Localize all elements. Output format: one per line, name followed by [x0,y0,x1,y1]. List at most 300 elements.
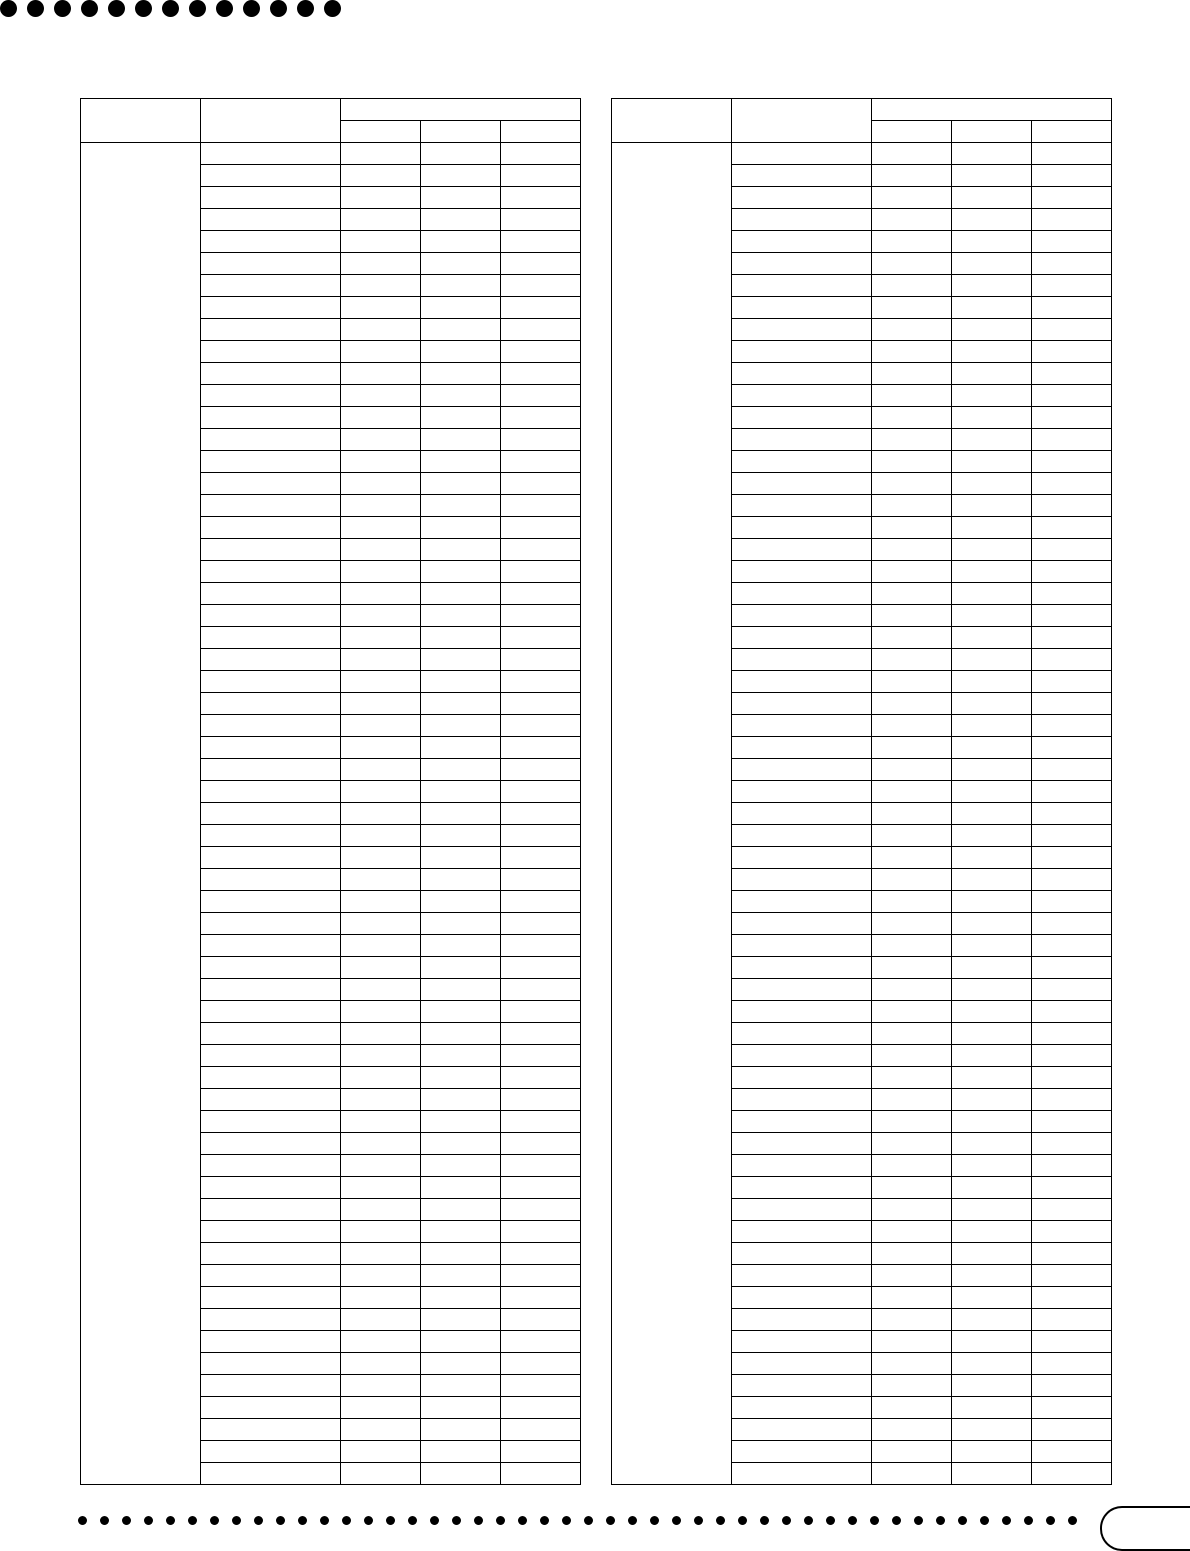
decorative-dot [584,1516,593,1525]
row-value-cell [1032,1463,1112,1485]
row-value-cell [1032,671,1112,693]
row-value-cell [952,1111,1032,1133]
row-name-cell [732,605,872,627]
row-value-cell [1032,979,1112,1001]
row-value-cell [341,1375,421,1397]
decorative-dot [804,1516,813,1525]
row-value-cell [872,957,952,979]
right-header-col1 [732,99,872,143]
row-name-cell [201,825,341,847]
row-value-cell [952,913,1032,935]
row-name-cell [201,671,341,693]
row-value-cell [1032,363,1112,385]
row-value-cell [341,605,421,627]
decorative-dot [914,1516,923,1525]
row-value-cell [421,451,501,473]
row-value-cell [501,781,581,803]
row-name-cell [732,1177,872,1199]
row-value-cell [501,1375,581,1397]
row-value-cell [501,297,581,319]
row-group-label [81,143,201,1485]
row-name-cell [732,583,872,605]
row-name-cell [732,1353,872,1375]
row-value-cell [872,1155,952,1177]
row-value-cell [872,649,952,671]
row-value-cell [501,1199,581,1221]
row-value-cell [421,1309,501,1331]
row-value-cell [872,429,952,451]
decorative-dot [254,1516,263,1525]
decorative-dot [870,1516,879,1525]
row-value-cell [1032,781,1112,803]
row-value-cell [341,1397,421,1419]
row-value-cell [501,1177,581,1199]
row-value-cell [421,1265,501,1287]
row-value-cell [421,209,501,231]
row-value-cell [952,759,1032,781]
row-value-cell [341,429,421,451]
row-name-cell [732,209,872,231]
row-value-cell [421,935,501,957]
row-value-cell [1032,187,1112,209]
row-value-cell [341,231,421,253]
row-name-cell [201,583,341,605]
row-value-cell [952,891,1032,913]
row-value-cell [341,407,421,429]
row-name-cell [201,869,341,891]
row-value-cell [952,1243,1032,1265]
row-value-cell [872,385,952,407]
row-value-cell [952,253,1032,275]
row-name-cell [732,1155,872,1177]
row-value-cell [872,891,952,913]
row-value-cell [501,1353,581,1375]
row-value-cell [872,1199,952,1221]
decorative-dot [276,1516,285,1525]
row-name-cell [201,1155,341,1177]
row-value-cell [421,429,501,451]
row-value-cell [952,231,1032,253]
row-name-cell [732,495,872,517]
right-table-head [612,99,1112,143]
row-value-cell [1032,231,1112,253]
row-value-cell [421,671,501,693]
row-value-cell [952,1441,1032,1463]
left-table-container [80,98,581,1485]
row-value-cell [952,627,1032,649]
row-name-cell [201,1397,341,1419]
row-name-cell [732,165,872,187]
row-value-cell [1032,429,1112,451]
decorative-dot [81,0,98,17]
decorative-dot [166,1516,175,1525]
right-header-sub-2 [1032,121,1112,143]
row-value-cell [501,1397,581,1419]
row-value-cell [421,1287,501,1309]
row-value-cell [341,825,421,847]
row-name-cell [732,979,872,1001]
row-value-cell [341,693,421,715]
row-value-cell [501,341,581,363]
row-name-cell [732,1045,872,1067]
row-value-cell [501,1155,581,1177]
row-value-cell [421,737,501,759]
row-name-cell [201,1419,341,1441]
row-value-cell [872,187,952,209]
row-value-cell [421,847,501,869]
row-name-cell [732,473,872,495]
right-header-sub-0 [872,121,952,143]
row-value-cell [952,363,1032,385]
row-name-cell [201,165,341,187]
row-value-cell [421,1221,501,1243]
row-value-cell [501,1221,581,1243]
row-value-cell [421,495,501,517]
row-value-cell [341,1067,421,1089]
row-name-cell [201,627,341,649]
row-value-cell [341,1419,421,1441]
row-value-cell [952,473,1032,495]
right-header-col0 [612,99,732,143]
row-value-cell [872,473,952,495]
decorative-dot [738,1516,747,1525]
row-value-cell [1032,935,1112,957]
right-header-row-top [612,99,1112,121]
row-value-cell [872,1023,952,1045]
row-value-cell [501,891,581,913]
row-value-cell [872,1419,952,1441]
row-value-cell [952,1419,1032,1441]
row-value-cell [1032,1045,1112,1067]
decorative-dot [518,1516,527,1525]
row-value-cell [952,1023,1032,1045]
decorative-dot [324,0,341,17]
row-value-cell [341,847,421,869]
row-value-cell [872,869,952,891]
row-value-cell [421,1375,501,1397]
row-value-cell [501,627,581,649]
row-name-cell [201,1199,341,1221]
row-value-cell [872,737,952,759]
row-name-cell [732,825,872,847]
left-header-col1 [201,99,341,143]
row-name-cell [201,143,341,165]
row-value-cell [421,1067,501,1089]
row-value-cell [1032,957,1112,979]
row-value-cell [341,891,421,913]
row-value-cell [421,407,501,429]
row-value-cell [501,935,581,957]
row-name-cell [201,737,341,759]
row-value-cell [501,1331,581,1353]
row-name-cell [732,759,872,781]
row-name-cell [732,297,872,319]
row-value-cell [501,429,581,451]
row-value-cell [421,341,501,363]
row-name-cell [732,671,872,693]
row-value-cell [341,297,421,319]
decorative-dot [980,1516,989,1525]
row-name-cell [201,957,341,979]
row-value-cell [952,275,1032,297]
row-value-cell [341,341,421,363]
row-value-cell [952,979,1032,1001]
row-value-cell [421,1441,501,1463]
row-value-cell [501,583,581,605]
row-value-cell [341,715,421,737]
row-value-cell [952,1287,1032,1309]
row-value-cell [1032,583,1112,605]
row-name-cell [201,473,341,495]
decorative-dot [135,0,152,17]
row-value-cell [421,473,501,495]
decorative-dot [188,1516,197,1525]
row-value-cell [872,627,952,649]
row-name-cell [732,1089,872,1111]
row-value-cell [501,1463,581,1485]
decorative-dot [1068,1516,1077,1525]
row-value-cell [501,1265,581,1287]
row-value-cell [952,847,1032,869]
row-name-cell [732,561,872,583]
row-value-cell [952,539,1032,561]
row-value-cell [872,561,952,583]
row-value-cell [501,715,581,737]
row-value-cell [501,495,581,517]
row-value-cell [872,253,952,275]
row-name-cell [732,407,872,429]
row-value-cell [872,1221,952,1243]
row-value-cell [1032,869,1112,891]
row-value-cell [341,539,421,561]
row-name-cell [732,649,872,671]
row-value-cell [421,715,501,737]
row-name-cell [201,803,341,825]
row-name-cell [201,935,341,957]
row-value-cell [872,297,952,319]
row-name-cell [201,1111,341,1133]
row-name-cell [201,517,341,539]
row-value-cell [952,1045,1032,1067]
row-value-cell [421,319,501,341]
row-value-cell [421,1353,501,1375]
row-value-cell [872,1001,952,1023]
decorative-dot [672,1516,681,1525]
row-value-cell [1032,1243,1112,1265]
row-value-cell [501,1111,581,1133]
row-value-cell [952,1309,1032,1331]
row-name-cell [201,1045,341,1067]
row-value-cell [1032,1265,1112,1287]
row-value-cell [341,1045,421,1067]
row-value-cell [1032,1023,1112,1045]
row-value-cell [952,737,1032,759]
row-value-cell [1032,1133,1112,1155]
row-value-cell [341,253,421,275]
row-name-cell [732,847,872,869]
row-value-cell [341,869,421,891]
row-value-cell [952,583,1032,605]
row-name-cell [201,1287,341,1309]
row-value-cell [341,561,421,583]
row-value-cell [872,1089,952,1111]
row-value-cell [1032,297,1112,319]
row-value-cell [501,319,581,341]
row-name-cell [732,1287,872,1309]
row-value-cell [1032,407,1112,429]
row-value-cell [421,297,501,319]
row-value-cell [341,495,421,517]
row-value-cell [501,473,581,495]
row-value-cell [952,1199,1032,1221]
row-value-cell [341,1243,421,1265]
decorative-dot [297,0,314,17]
row-name-cell [201,297,341,319]
row-value-cell [872,1067,952,1089]
row-name-cell [201,847,341,869]
row-value-cell [501,187,581,209]
decorative-dot [474,1516,483,1525]
row-value-cell [1032,649,1112,671]
row-value-cell [872,1243,952,1265]
row-name-cell [732,363,872,385]
row-value-cell [341,803,421,825]
row-value-cell [341,671,421,693]
row-value-cell [421,649,501,671]
row-value-cell [341,1287,421,1309]
row-value-cell [952,407,1032,429]
row-value-cell [421,1243,501,1265]
row-value-cell [1032,1067,1112,1089]
row-value-cell [421,913,501,935]
row-value-cell [952,1375,1032,1397]
decorative-dot [27,0,44,17]
row-value-cell [421,1463,501,1485]
decorative-dot [1046,1516,1055,1525]
row-value-cell [1032,253,1112,275]
decorative-dot [216,0,233,17]
row-value-cell [952,165,1032,187]
row-name-cell [732,913,872,935]
row-value-cell [1032,1001,1112,1023]
row-value-cell [952,1067,1032,1089]
row-name-cell [201,1265,341,1287]
row-value-cell [421,187,501,209]
row-name-cell [732,319,872,341]
row-value-cell [501,605,581,627]
row-value-cell [1032,1309,1112,1331]
row-value-cell [501,825,581,847]
row-name-cell [201,275,341,297]
row-value-cell [341,1177,421,1199]
row-name-cell [201,451,341,473]
row-value-cell [1032,605,1112,627]
row-value-cell [501,957,581,979]
row-value-cell [952,803,1032,825]
row-value-cell [952,451,1032,473]
decorative-dot [342,1516,351,1525]
row-value-cell [1032,451,1112,473]
row-value-cell [341,517,421,539]
row-value-cell [1032,1221,1112,1243]
row-value-cell [872,803,952,825]
row-value-cell [1032,759,1112,781]
decorative-dot [364,1516,373,1525]
top-dot-decoration [0,0,341,17]
row-name-cell [732,693,872,715]
row-name-cell [201,1243,341,1265]
row-name-cell [201,1023,341,1045]
decorative-dot [189,0,206,17]
row-value-cell [421,605,501,627]
row-name-cell [201,1001,341,1023]
row-value-cell [872,275,952,297]
decorative-dot [562,1516,571,1525]
decorative-dot [936,1516,945,1525]
row-value-cell [501,803,581,825]
decorative-dot [452,1516,461,1525]
row-value-cell [952,1353,1032,1375]
bottom-dot-decoration [78,1516,1077,1525]
decorative-dot [1002,1516,1011,1525]
row-value-cell [341,1111,421,1133]
decorative-dot [848,1516,857,1525]
row-name-cell [732,781,872,803]
row-value-cell [421,539,501,561]
row-value-cell [501,1023,581,1045]
row-value-cell [341,451,421,473]
row-name-cell [201,649,341,671]
row-value-cell [501,275,581,297]
row-name-cell [732,385,872,407]
decorative-dot [54,0,71,17]
row-value-cell [501,1067,581,1089]
row-name-cell [732,1133,872,1155]
row-value-cell [341,1155,421,1177]
row-value-cell [501,385,581,407]
left-header-sub-2 [501,121,581,143]
row-value-cell [1032,847,1112,869]
row-value-cell [1032,495,1112,517]
row-value-cell [872,209,952,231]
row-value-cell [421,363,501,385]
row-value-cell [872,671,952,693]
decorative-dot [628,1516,637,1525]
row-value-cell [872,825,952,847]
row-name-cell [201,1309,341,1331]
row-value-cell [1032,341,1112,363]
row-value-cell [341,473,421,495]
row-name-cell [732,803,872,825]
row-value-cell [341,913,421,935]
row-value-cell [952,957,1032,979]
decorative-dot [430,1516,439,1525]
row-value-cell [501,1089,581,1111]
row-value-cell [341,1001,421,1023]
row-value-cell [501,517,581,539]
row-name-cell [732,1331,872,1353]
row-value-cell [1032,1177,1112,1199]
row-value-cell [501,693,581,715]
decorative-dot [232,1516,241,1525]
row-value-cell [421,385,501,407]
row-value-cell [952,1221,1032,1243]
row-value-cell [872,583,952,605]
row-value-cell [952,1089,1032,1111]
row-value-cell [952,187,1032,209]
row-value-cell [952,935,1032,957]
decorative-dot [162,0,179,17]
